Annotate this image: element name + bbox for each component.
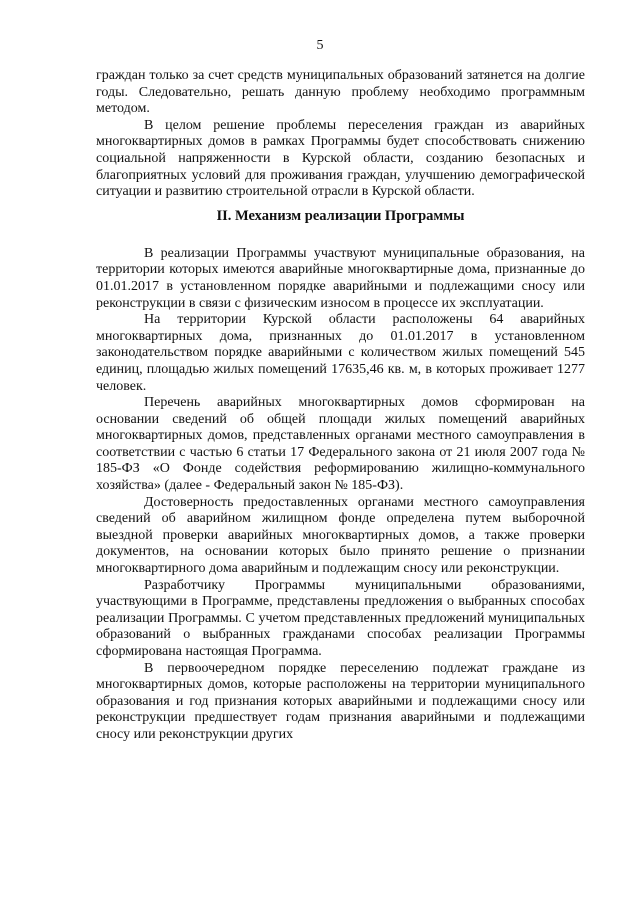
document-body <box>96 68 585 744</box>
paragraph-verification: Достоверность предоставленных органами местного самоуправления сведений об аварийном жилищном фонде определена путем выборочной выездной проверки аварийных многоквартирных домов, а также проверки документов, на основании которых было принято решение о признании многоквартирного дома аварийным и подлежащим сносу или реконструкции. <box>96 494 585 577</box>
paragraph-continuation: граждан только за счет средств муниципальных образований затянется на долгие годы. Следовательно, решать данную проблему необходимо программным методом. <box>96 68 585 117</box>
paragraph-statistics: На территории Курской области расположены 64 аварийных многоквартирных дома, признанных до 01.01.2017 в установленном законодательством порядке аварийными с количеством жилых помещений 545 единиц, площадью жилых помещений 17635,46 кв. м, в которых проживает 1277 человек. <box>96 312 585 394</box>
section-heading: II. Механизм реализации Программы <box>216 207 465 224</box>
page-number: 5 <box>316 38 324 53</box>
paragraph-developer: Разработчику Программы муниципальными образованиями, участвующими в Программе, представлены предложения о выбранных способах реализации Программы. С учетом представленных предложений муниципальных образований о выбранных гражданами способах реализации Программы сформирована настоящая Программа. <box>96 577 585 659</box>
paragraph-list-basis: Перечень аварийных многоквартирных домов сформирован на основании сведений об общей площади жилых помещений аварийных многоквартирных домов, представленных органами местного самоуправления в соответствии с частью 6 статьи 17 Федерального закона от 21 июля 2007 года № 185-ФЗ «О Фонде содействия реформированию жилищно-коммунального хозяйства» (далее - Федеральный закон № 185-ФЗ). <box>96 395 585 494</box>
paragraph-priority: В первоочередном порядке переселению подлежат граждане из многоквартирных домов, которые расположены на территории муниципального образования и год признания которых аварийными и подлежащими сносу или реконструкции предшествует годам признания аварийными и подлежащими сносу или реконструкции других <box>96 660 585 742</box>
paragraph-participants: В реализации Программы участвуют муниципальные образования, на территории которых имеются аварийные многоквартирные дома, признанные до 01.01.2017 в установленном порядке аварийными и подлежащими сносу или реконструкции в связи с физическим износом в процессе их эксплуатации. <box>96 245 585 311</box>
paragraph-conclusion: В целом решение проблемы переселения граждан из аварийных многоквартирных домов в рамках Программы будет способствовать снижению социальной напряженности в Курской области, созданию безопасных и благоприятных условий для проживания граждан, улучшению демографической ситуации и развитию строительной отрасли в Курской области. <box>96 117 585 200</box>
